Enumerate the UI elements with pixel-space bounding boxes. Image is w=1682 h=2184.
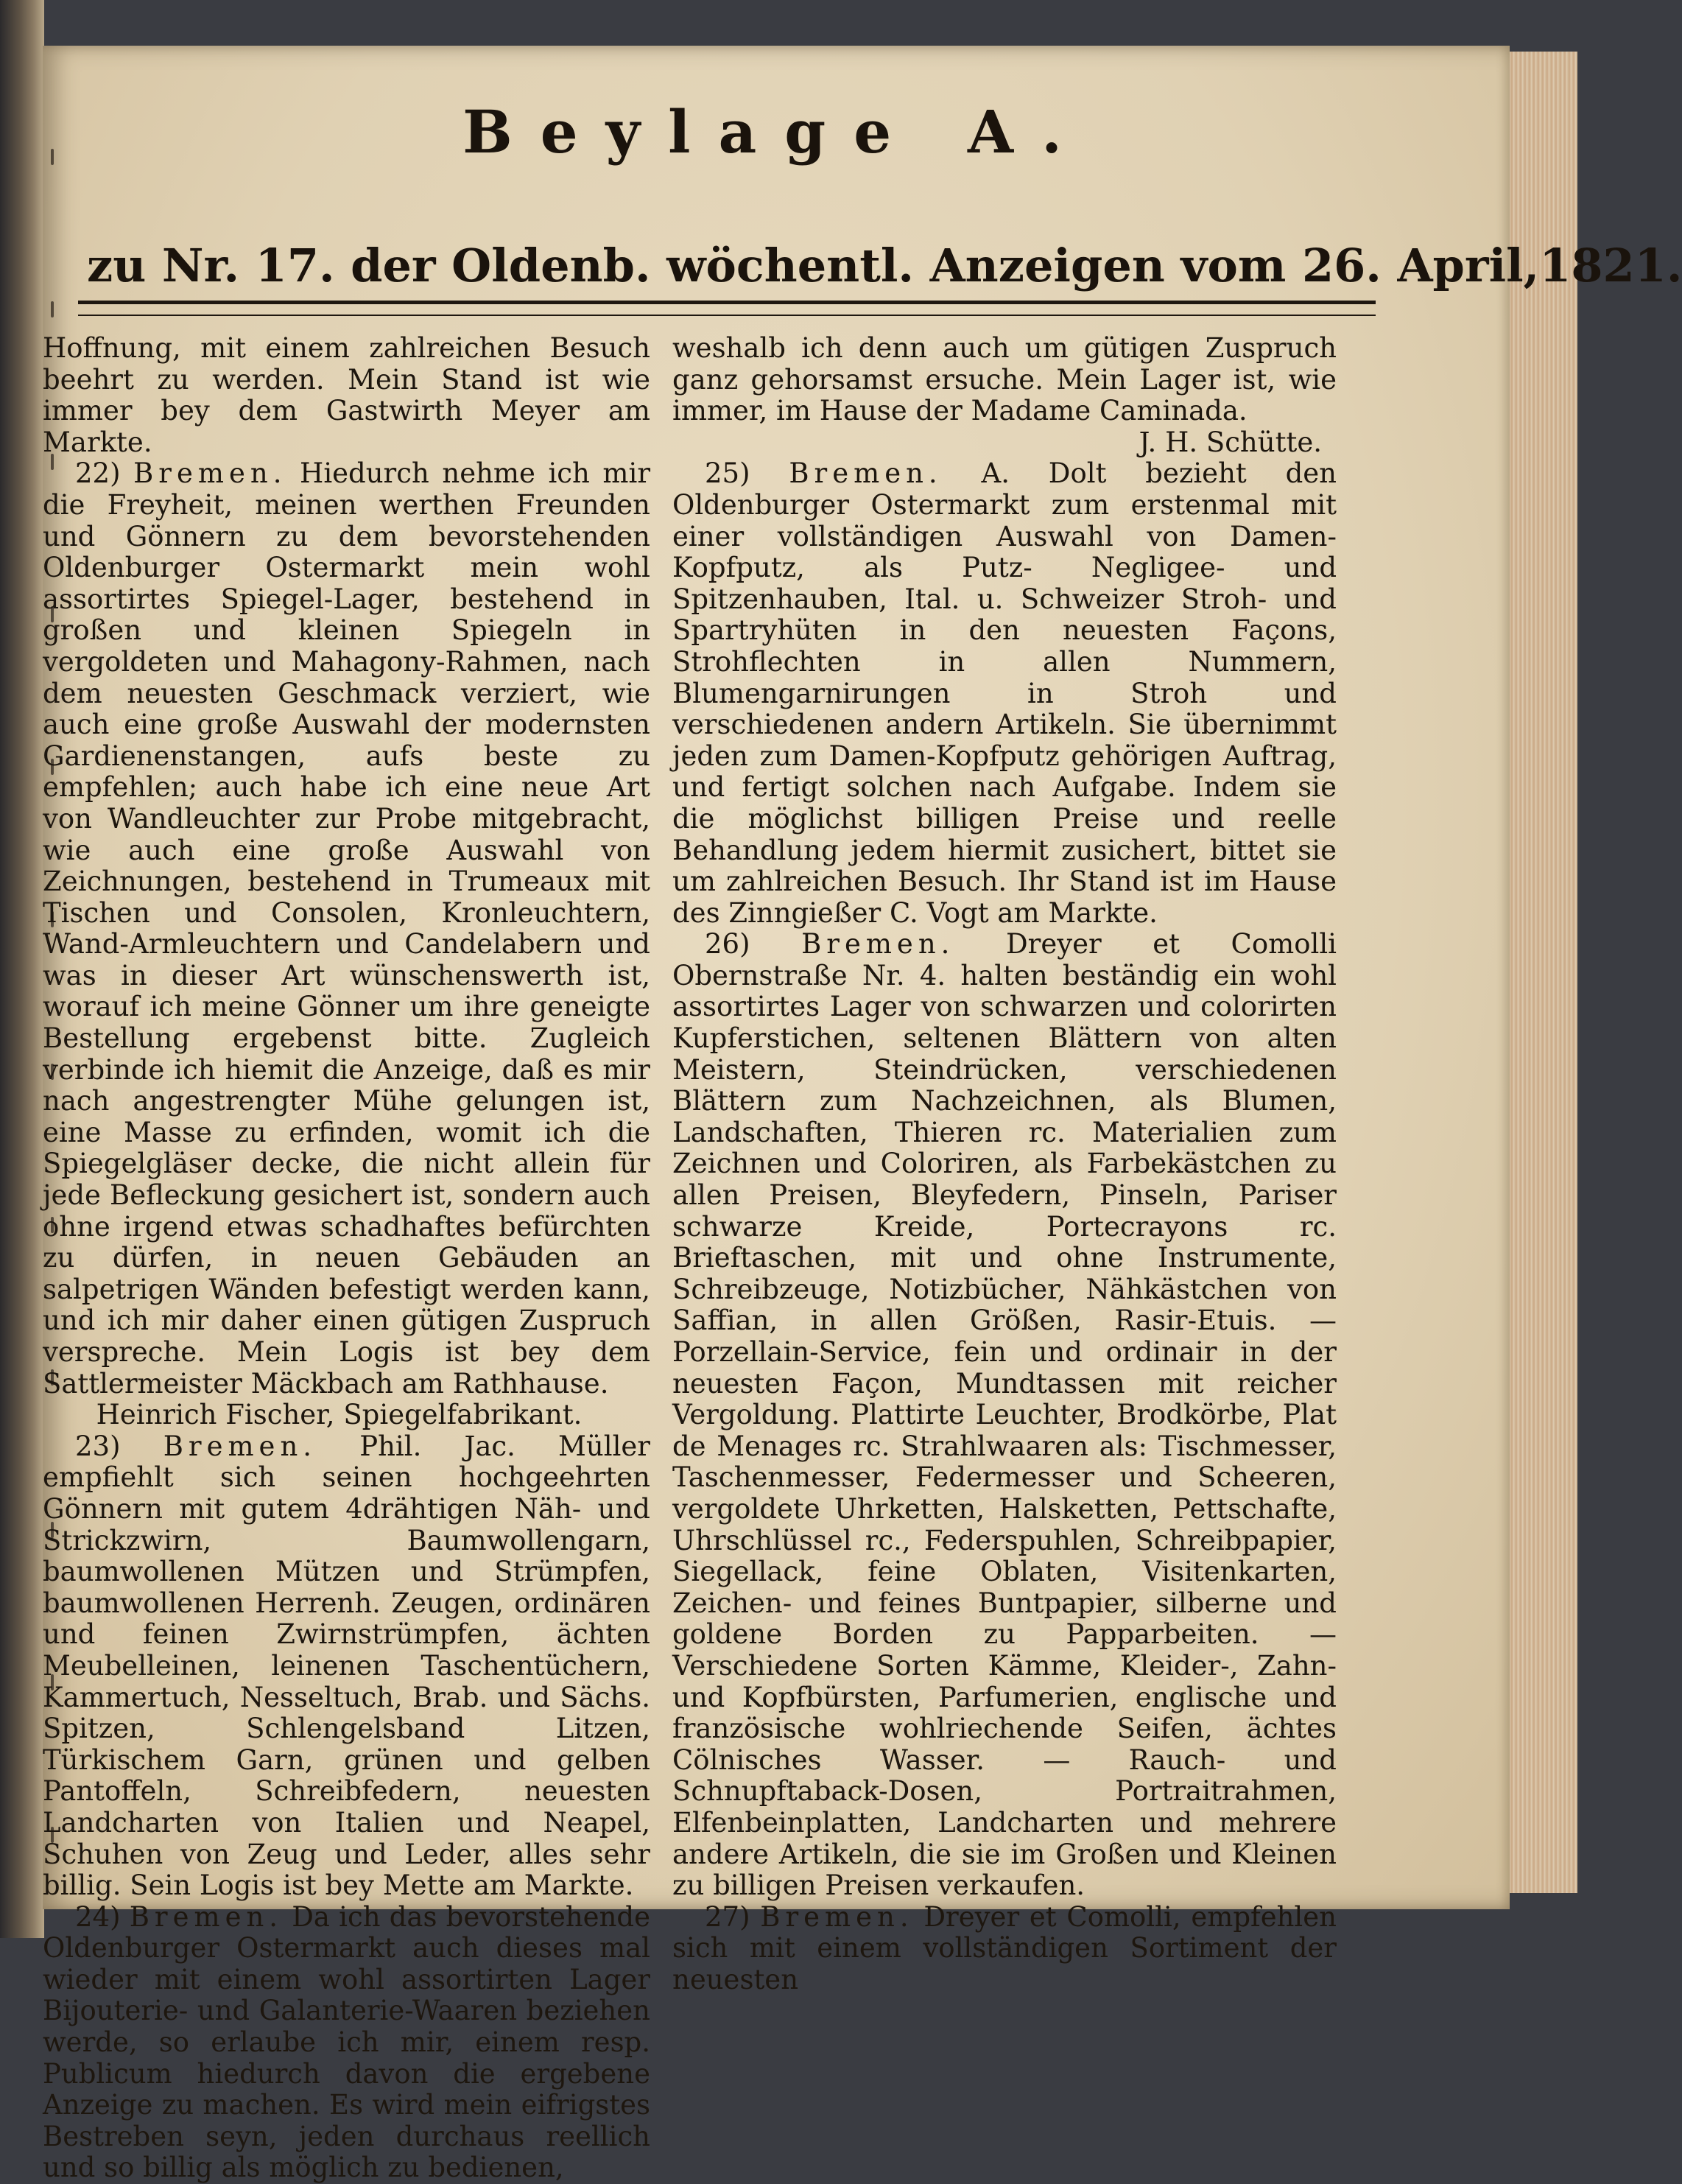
subtitle-text: zu Nr. 17. der Oldenb. wöchentl. Anzeigen vom 26. April, [87, 239, 1540, 292]
page-stack-edge [1508, 52, 1577, 1893]
page-title: Beylage A. [462, 97, 1090, 166]
advert-23 [43, 1431, 650, 1902]
advert-27 [672, 1902, 1337, 1996]
advert-number: 25) [705, 457, 750, 490]
advert-text: Da ich das bevorstehende Oldenburger Ostermarkt auch dieses mal wieder mit einem wohl assortirten Lager Bijouterie- und Galanterie-Waaren beziehen werde, so erlaube ich mir, einem resp. Publicum hiedurch davon die ergebene Anzeige zu machen. Es wird mein eifrigstes Bestreben seyn, jeden durchaus reellich und so billig als möglich zu bedienen, [43, 1900, 650, 2184]
advert-22 [43, 458, 650, 1400]
advert-number: 26) [705, 928, 750, 961]
right-column [672, 332, 1337, 1995]
page-subtitle [87, 239, 1682, 292]
subtitle-year: 1821. [1539, 239, 1682, 292]
advert-text: A. Dolt bezieht den Oldenburger Ostermarkt zum erstenmal mit einer vollständigen Auswahl von Damen-Kopfputz, als Putz- Negligee- und Spitzenhauben, Ital. u. Schweizer Stroh- und Spartryhüten in den neuesten Façons, Strohflechten in allen Nummern, Blumengarnirungen in Stroh und verschiedenen andern Artikeln. Sie übernimmt jeden zum Damen-Kopfputz gehörigen Auftrag, und fertigt solchen nach Aufgabe. Indem sie die möglichst billigen Preise und reelle Behandlung jedem hiermit zusichert, bittet sie um zahlreichen Besuch. Ihr Stand ist im Hause des Zinngießer C. Vogt am Markte. [672, 457, 1337, 929]
advert-place: Bremen. [163, 1430, 317, 1462]
advert-text: Phil. Jac. Müller empfiehlt sich seinen hochgeehrten Gönnern mit gutem 4drähtigen Näh- und Strickzwirn, Baumwollengarn, baumwollenen Mützen und Strümpfen, baumwollenen Herrenh. Zeugen, ordinären und feinen Zwirnstrümpfen, ächten Meubelleinen, leinenen Taschentüchern, Kammertuch, Nesseltuch, Brab. und Sächs. Spitzen, Schlengelsband Litzen, Türkischem Garn, grünen und gelben Pantoffeln, Schreibfedern, neuesten Landcharten von Italien und Neapel, Schuhen von Zeug und Leder, alles sehr billig. Sein Logis ist bey Mette am Markte. [43, 1430, 650, 1902]
advert-number: 23) [75, 1430, 121, 1462]
advert-place: Bremen. [789, 457, 943, 490]
advert-24 [43, 1902, 650, 2184]
continued-paragraph: Hoffnung, mit einem zahlreichen Besuch beehrt zu werden. Mein Stand ist wie immer bey dem Gastwirth Meyer am Markte. [43, 332, 650, 458]
advert-26 [672, 929, 1337, 1901]
advert-place: Bremen. [133, 457, 287, 490]
advert-place: Bremen. [129, 1900, 284, 1933]
advert-25 [672, 458, 1337, 929]
advert-signature: Heinrich Fischer, Spiegelfabrikant. [96, 1399, 583, 1431]
book-spine-edge [0, 0, 44, 1938]
advert-text: Dreyer et Comolli Obernstraße Nr. 4. halten beständig ein wohl assortirtes Lager von schwarzen und colorirten Kupferstichen, seltenen Blättern von alten Meistern, Steindrücken, verschiedenen Blättern zum Nachzeichnen, als Blumen, Landschaften, Thieren rc. Materialien zum Zeichnen und Coloriren, als Farbekästchen zu allen Preisen, Bleyfedern, Pinseln, Pariser schwarze Kreide, Portecrayons rc. Brieftaschen, mit und ohne Instrumente, Schreibzeuge, Notizbücher, Nähkästchen von Saffian, in allen Größen, Rasir-Etuis. — Porzellain-Service, fein und ordinair in der neuesten Façon, Mundtassen mit reicher Vergoldung. Plattirte Leuchter, Brodkörbe, Plat de Menages rc. Strahlwaaren als: Tischmesser, Taschenmesser, Federmesser und Scheeren, vergoldete Uhrketten, Halsketten, Pettschafte, Uhrschlüssel rc., Federspuhlen, Schreibpapier, Siegellack, feine Oblaten, Visitenkarten, Zeichen- und feines Buntpapier, silberne und goldene Borden zu Papparbeiten. — Verschiedene Sorten Kämme, Kleider-, Zahn- und Kopfbürsten, Parfumerien, englische und französische wohlriechende Seifen, ächtes Cölnisches Wasser. — Rauch- und Schnupftaback-Dosen, Portraitrahmen, Elfenbeinplatten, Landcharten und mehrere andere Artikeln, die sie im Großen und Kleinen zu billigen Preisen verkaufen. [672, 928, 1337, 1902]
advert-place: Bremen. [760, 1900, 914, 1933]
header-rule [78, 301, 1376, 316]
advert-place: Bremen. [801, 928, 955, 961]
advert-number: 22) [75, 457, 121, 490]
advert-text: Dreyer et Comolli, empfehlen sich mit einem vollständigen Sortiment der neuesten [672, 1900, 1337, 1995]
advert-number: 27) [705, 1900, 750, 1933]
newspaper-page [43, 46, 1682, 2184]
advert-text: Hiedurch nehme ich mir die Freyheit, meinen werthen Freunden und Gönnern zu dem bevorstehenden Oldenburger Ostermarkt mein wohl assortirtes Spiegel-Lager, bestehend in großen und kleinen Spiegeln in vergoldeten und Mahagony-Rahmen, nach dem neuesten Geschmack verziert, wie auch eine große Auswahl der modernsten Gardienenstangen, aufs beste zu empfehlen; auch habe ich eine neue Art von Wandleuchter zur Probe mitgebracht, wie auch eine große Auswahl von Zeichnungen, bestehend in Trumeaux mit Tischen und Consolen, Kronleuchtern, Wand-Armleuchtern und Candelabern und was in dieser Art wünschenswerth ist, worauf ich meine Gönner um ihre geneigte Bestellung ergebenst bitte. Zugleich verbinde ich hiemit die Anzeige, daß es mir nach angestrengter Mühe gelungen ist, eine Masse zu erfinden, womit ich die Spiegelgläser decke, die nicht allein für jede Befleckung gesichert ist, sondern auch ohne irgend etwas schadhaftes befürchten zu dürfen, in neuen Gebäuden an salpetrigen Wänden befestigt werden kann, und ich mir daher einen gütigen Zuspruch verspreche. Mein Logis ist bey dem Sattlermeister Mäckbach am Rathhause. [43, 457, 651, 1400]
continued-paragraph: weshalb ich denn auch um gütigen Zuspruch ganz gehorsamst ersuche. Mein Lager ist, wie immer, im Hause der Madame Caminada. [672, 332, 1337, 427]
advert-number: 24) [75, 1900, 121, 1933]
left-column [43, 332, 651, 2184]
advert-signature: J. H. Schütte. [1139, 426, 1322, 458]
